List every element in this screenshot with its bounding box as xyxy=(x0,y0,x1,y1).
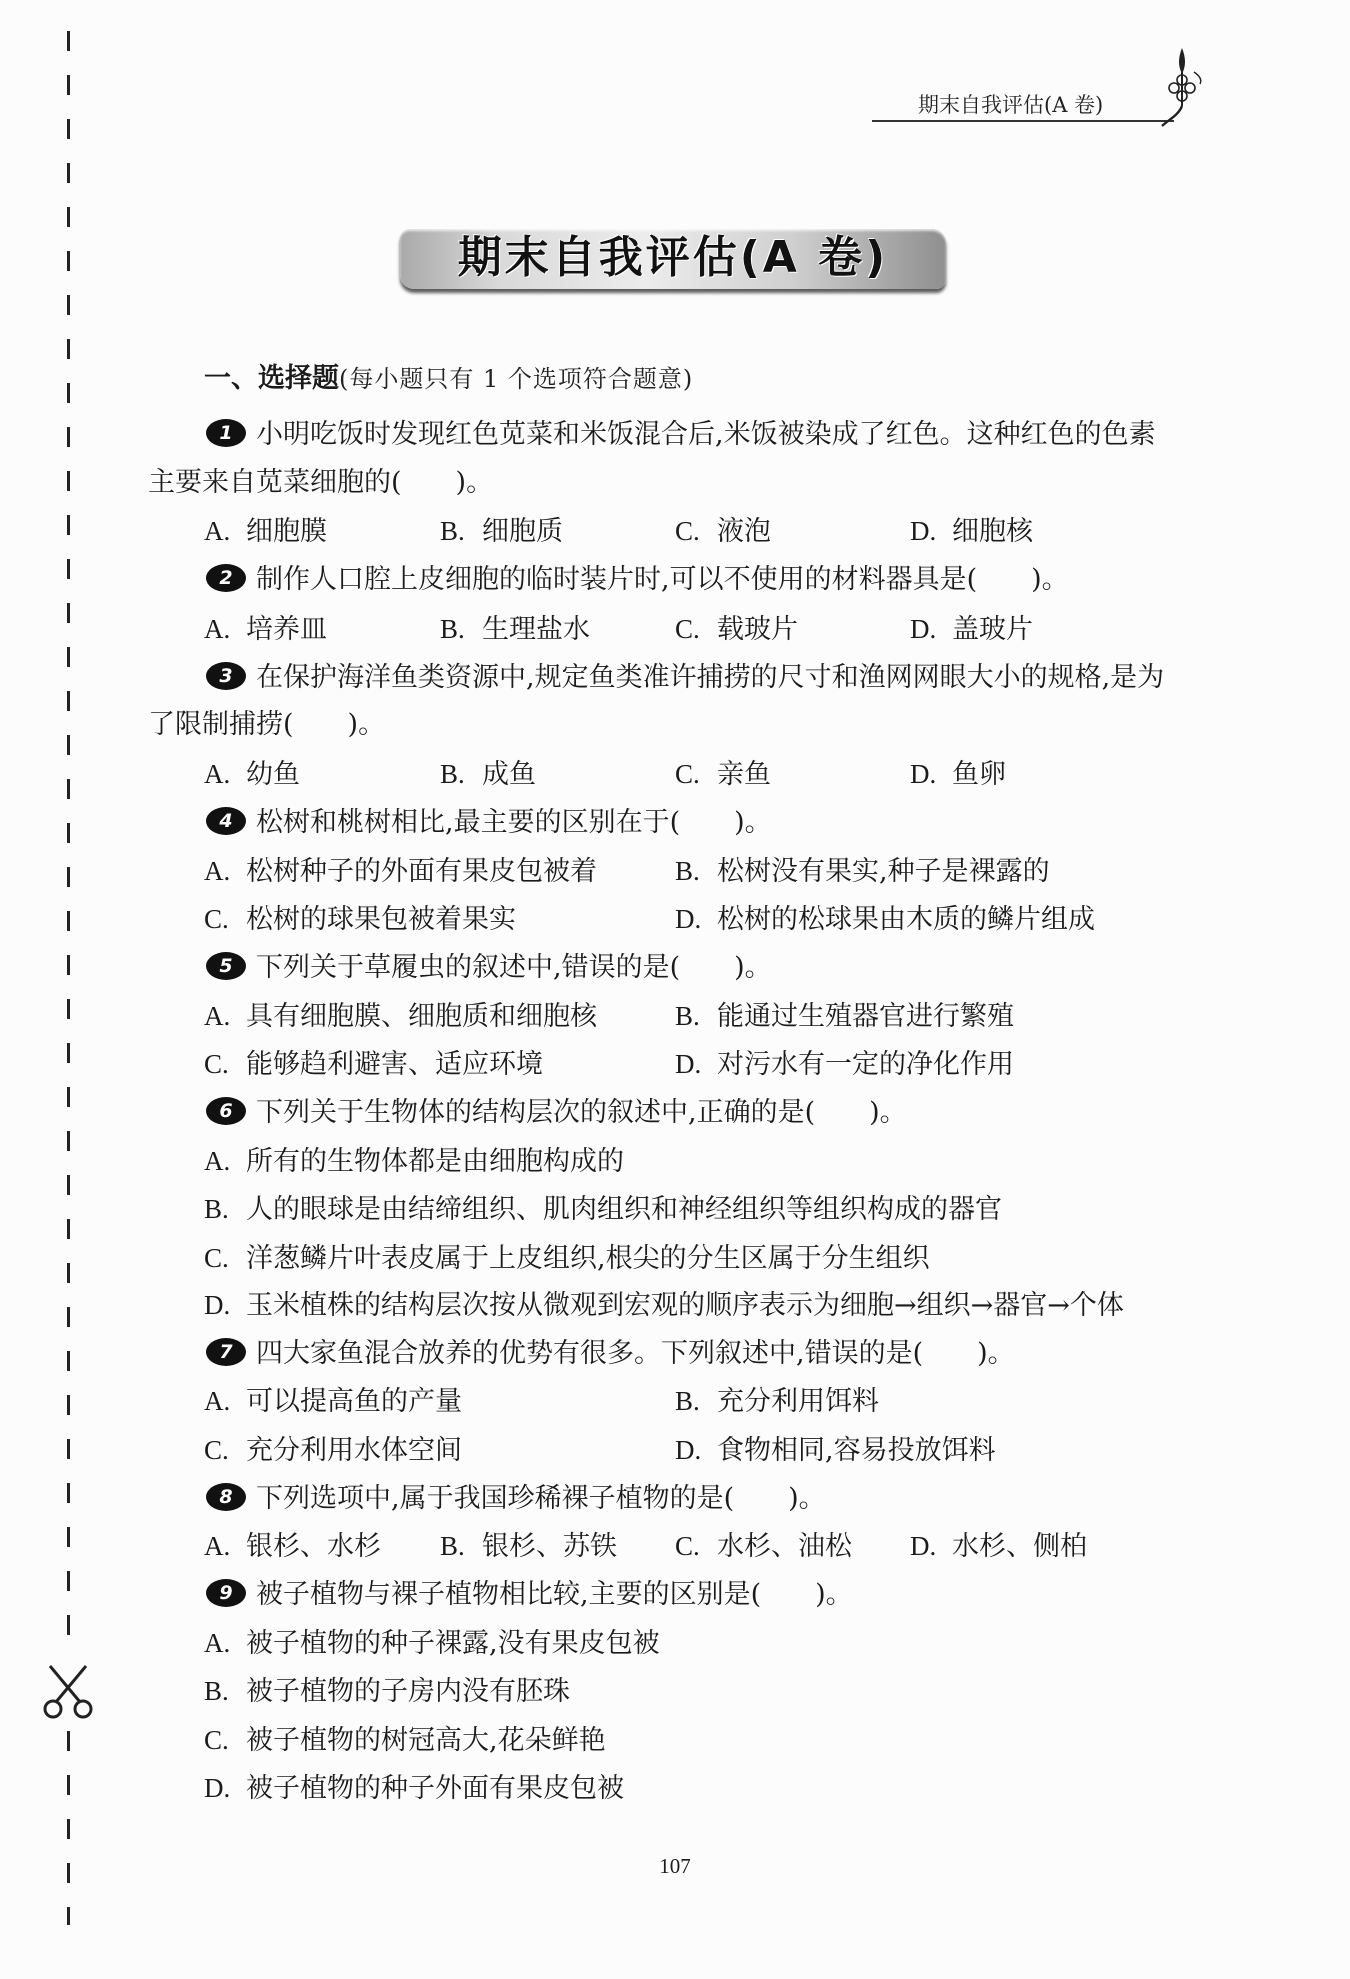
cut-line-bottom xyxy=(67,1731,70,1925)
option-letter: B. xyxy=(440,759,465,789)
option-1D xyxy=(910,511,1033,551)
option-letter: D. xyxy=(675,1049,702,1079)
option-letter: D. xyxy=(910,614,937,644)
option-text: 充分利用饵料 xyxy=(717,1386,879,1417)
question-text: 制作人口腔上皮细胞的临时装片时,可以不使用的材料器具是( )。 xyxy=(256,564,1069,595)
option-text: 玉米植株的结构层次按从微观到宏观的顺序表示为细胞→组织→器官→个体 xyxy=(246,1290,1124,1321)
option-letter: C. xyxy=(204,1049,229,1079)
option-4B xyxy=(675,851,1050,891)
option-9B xyxy=(204,1671,570,1711)
option-8A xyxy=(204,1526,381,1566)
option-letter: D. xyxy=(204,1290,231,1320)
option-4A xyxy=(204,851,597,891)
option-9C xyxy=(204,1720,606,1760)
option-text: 液泡 xyxy=(717,516,771,547)
flower-ornament-icon xyxy=(1158,46,1206,130)
option-1C xyxy=(675,511,771,551)
option-letter: B. xyxy=(204,1676,229,1706)
option-text: 食物相同,容易投放饵料 xyxy=(717,1435,996,1466)
question-9-stem xyxy=(206,1575,853,1615)
option-text: 被子植物的子房内没有胚珠 xyxy=(246,1676,570,1707)
option-letter: A. xyxy=(204,614,231,644)
question-3-stem xyxy=(206,658,1164,698)
question-2-stem xyxy=(206,560,1069,600)
option-7A xyxy=(204,1381,462,1421)
option-letter: B. xyxy=(440,516,465,546)
option-text: 充分利用水体空间 xyxy=(246,1435,462,1466)
option-text: 被子植物的种子裸露,没有果皮包被 xyxy=(246,1628,660,1659)
option-text: 具有细胞膜、细胞质和细胞核 xyxy=(246,1001,597,1032)
option-7B xyxy=(675,1381,879,1421)
question-number-badge: 5 xyxy=(206,952,246,980)
question-4-stem xyxy=(206,803,772,843)
option-text: 洋葱鳞片叶表皮属于上皮组织,根尖的分生区属于分生组织 xyxy=(246,1243,930,1274)
option-letter: C. xyxy=(675,614,700,644)
option-7C xyxy=(204,1430,462,1470)
option-letter: B. xyxy=(675,856,700,886)
option-9D xyxy=(204,1768,624,1808)
option-letter: A. xyxy=(204,516,231,546)
section-title: 一、选择题 xyxy=(204,363,339,394)
option-text: 生理盐水 xyxy=(482,614,590,645)
option-text: 细胞质 xyxy=(482,516,563,547)
question-number-badge: 2 xyxy=(206,564,246,592)
page-title: 期末自我评估(A 卷) xyxy=(457,232,889,283)
option-text: 水杉、油松 xyxy=(717,1531,852,1562)
option-4C xyxy=(204,899,516,939)
option-6A xyxy=(204,1141,624,1181)
option-text: 盖玻片 xyxy=(952,614,1033,645)
option-letter: D. xyxy=(675,1435,702,1465)
title-banner xyxy=(400,229,946,289)
option-letter: B. xyxy=(204,1194,229,1224)
option-letter: A. xyxy=(204,1531,231,1561)
option-text: 培养皿 xyxy=(246,614,327,645)
option-letter: D. xyxy=(675,904,702,934)
option-letter: C. xyxy=(204,1725,229,1755)
question-number-badge: 3 xyxy=(206,662,246,690)
option-letter: D. xyxy=(910,759,937,789)
option-text: 幼鱼 xyxy=(246,759,300,790)
option-6D xyxy=(204,1285,1124,1325)
question-number-badge: 7 xyxy=(206,1338,246,1366)
option-letter: B. xyxy=(675,1386,700,1416)
option-letter: A. xyxy=(204,1628,231,1658)
question-text: 下列选项中,属于我国珍稀裸子植物的是( )。 xyxy=(256,1483,826,1514)
option-text: 松树的球果包被着果实 xyxy=(246,904,516,935)
question-1-stem xyxy=(206,415,1156,455)
option-8B xyxy=(440,1526,617,1566)
option-6C xyxy=(204,1238,930,1278)
option-2A xyxy=(204,609,327,649)
question-number-badge: 8 xyxy=(206,1483,246,1511)
option-letter: A. xyxy=(204,1386,231,1416)
option-text: 松树的松球果由木质的鳞片组成 xyxy=(717,904,1095,935)
option-7D xyxy=(675,1430,996,1470)
option-text: 被子植物的种子外面有果皮包被 xyxy=(246,1773,624,1804)
option-3D xyxy=(910,754,1006,794)
question-number-badge: 9 xyxy=(206,1579,246,1607)
option-6B xyxy=(204,1189,1002,1229)
question-text: 小明吃饭时发现红色苋菜和米饭混合后,米饭被染成了红色。这种红色的色素 xyxy=(256,419,1156,450)
question-number-badge: 1 xyxy=(206,419,246,447)
option-letter: C. xyxy=(204,1435,229,1465)
option-letter: B. xyxy=(440,1531,465,1561)
option-text: 可以提高鱼的产量 xyxy=(246,1386,462,1417)
question-text: 下列关于生物体的结构层次的叙述中,正确的是( )。 xyxy=(256,1097,907,1128)
option-letter: C. xyxy=(204,904,229,934)
question-text: 松树和桃树相比,最主要的区别在于( )。 xyxy=(256,807,772,838)
option-letter: D. xyxy=(910,516,937,546)
option-text: 对污水有一定的净化作用 xyxy=(717,1049,1014,1080)
option-1A xyxy=(204,511,327,551)
option-1B xyxy=(440,511,563,551)
option-5A xyxy=(204,996,597,1036)
question-number-badge: 6 xyxy=(206,1097,246,1125)
question-8-stem xyxy=(206,1479,826,1519)
question-text: 在保护海洋鱼类资源中,规定鱼类准许捕捞的尺寸和渔网网眼大小的规格,是为 xyxy=(256,662,1165,693)
option-2B xyxy=(440,609,590,649)
option-letter: B. xyxy=(675,1001,700,1031)
header-rule xyxy=(872,120,1174,122)
question-text: 四大家鱼混合放养的优势有很多。下列叙述中,错误的是( )。 xyxy=(256,1338,1015,1369)
question-number-badge: 4 xyxy=(206,807,246,835)
option-3B xyxy=(440,754,536,794)
section-note: (每小题只有 1 个选项符合题意) xyxy=(339,365,694,393)
scissors-icon xyxy=(38,1664,98,1720)
option-letter: B. xyxy=(440,614,465,644)
option-text: 成鱼 xyxy=(482,759,536,790)
option-3A xyxy=(204,754,300,794)
option-letter: C. xyxy=(675,1531,700,1561)
option-text: 能够趋利避害、适应环境 xyxy=(246,1049,543,1080)
option-text: 载玻片 xyxy=(717,614,798,645)
option-5C xyxy=(204,1044,543,1084)
option-text: 银杉、水杉 xyxy=(246,1531,381,1562)
option-letter: D. xyxy=(204,1773,231,1803)
option-5B xyxy=(675,996,1014,1036)
option-5D xyxy=(675,1044,1014,1084)
option-text: 松树没有果实,种子是裸露的 xyxy=(717,856,1050,887)
question-7-stem xyxy=(206,1334,1015,1374)
option-8C xyxy=(675,1526,852,1566)
option-letter: A. xyxy=(204,1146,231,1176)
question-3-stem-cont: 了限制捕捞( )。 xyxy=(148,709,386,740)
option-text: 松树种子的外面有果皮包被着 xyxy=(246,856,597,887)
option-2C xyxy=(675,609,798,649)
option-text: 水杉、侧柏 xyxy=(952,1531,1087,1562)
question-text: 下列关于草履虫的叙述中,错误的是( )。 xyxy=(256,952,772,983)
option-letter: C. xyxy=(204,1243,229,1273)
question-1-stem-cont: 主要来自苋菜细胞的( )。 xyxy=(148,467,494,498)
option-3C xyxy=(675,754,771,794)
option-text: 人的眼球是由结缔组织、肌肉组织和神经组织等组织构成的器官 xyxy=(246,1194,1002,1225)
question-6-stem xyxy=(206,1093,907,1133)
option-text: 被子植物的树冠高大,花朵鲜艳 xyxy=(246,1725,606,1756)
question-5-stem xyxy=(206,948,772,988)
option-letter: A. xyxy=(204,1001,231,1031)
option-letter: D. xyxy=(910,1531,937,1561)
section-heading xyxy=(204,359,693,399)
option-text: 所有的生物体都是由细胞构成的 xyxy=(246,1146,624,1177)
cut-line-top xyxy=(67,31,70,1655)
option-text: 细胞核 xyxy=(952,516,1033,547)
option-letter: A. xyxy=(204,759,231,789)
option-text: 鱼卵 xyxy=(952,759,1006,790)
option-text: 银杉、苏铁 xyxy=(482,1531,617,1562)
option-9A xyxy=(204,1623,660,1663)
option-text: 细胞膜 xyxy=(246,516,327,547)
option-text: 亲鱼 xyxy=(717,759,771,790)
option-letter: C. xyxy=(675,759,700,789)
option-text: 能通过生殖器官进行繁殖 xyxy=(717,1001,1014,1032)
option-2D xyxy=(910,609,1033,649)
running-title: 期末自我评估(A 卷) xyxy=(918,93,1104,117)
question-text: 被子植物与裸子植物相比较,主要的区别是( )。 xyxy=(256,1579,853,1610)
option-4D xyxy=(675,899,1095,939)
option-8D xyxy=(910,1526,1087,1566)
option-letter: A. xyxy=(204,856,231,886)
page-number: 107 xyxy=(659,1854,691,1878)
option-letter: C. xyxy=(675,516,700,546)
